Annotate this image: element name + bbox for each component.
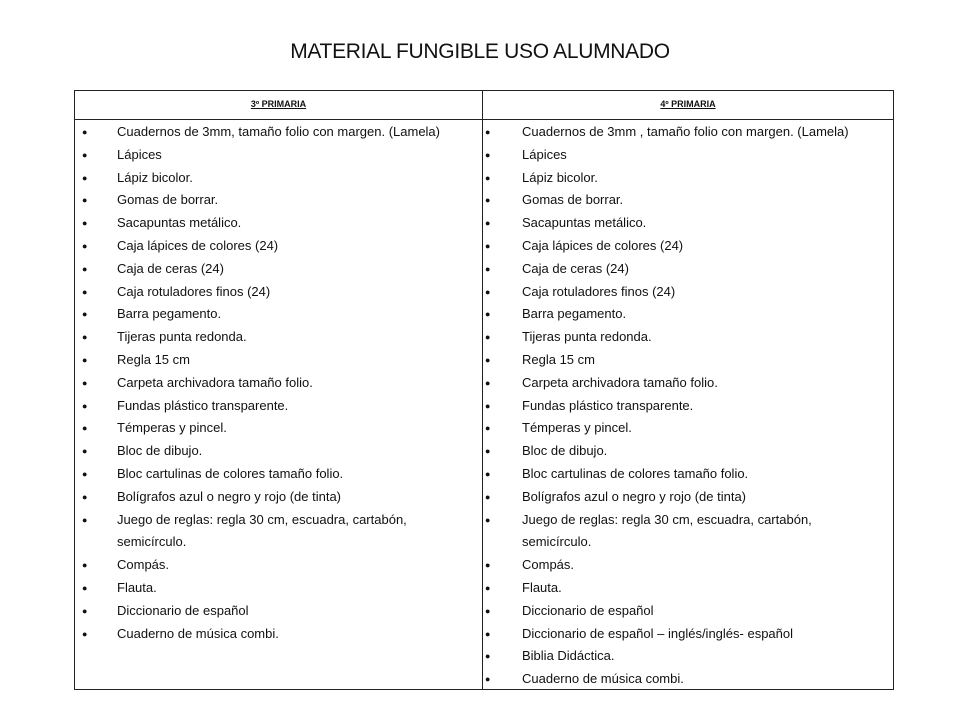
bullet-icon: ● [82, 309, 88, 320]
header-divider [75, 119, 893, 120]
list-item [483, 486, 894, 509]
bullet-icon: ● [82, 560, 88, 571]
bullet-icon: ● [82, 628, 88, 639]
bullet-icon: ● [82, 218, 88, 229]
list-item-text: Diccionario de español [117, 602, 249, 618]
list-item-text: Bloc cartulinas de colores tamaño folio. [117, 465, 344, 481]
bullet-icon: ● [485, 514, 491, 525]
bullet-icon: ● [485, 400, 491, 411]
list-item [75, 144, 482, 167]
bullet-icon: ● [82, 172, 88, 183]
list-item [483, 235, 894, 258]
list-item [483, 395, 894, 418]
list-item-text: Fundas plástico transparente. [522, 397, 694, 413]
list-item-text: Gomas de borrar. [117, 192, 219, 208]
list-item [483, 281, 894, 304]
bullet-icon: ● [485, 218, 491, 229]
bullet-icon: ● [82, 240, 88, 251]
list-item-text: Bolígrafos azul o negro y rojo (de tinta) [117, 488, 342, 504]
list-item-text: Regla 15 cm [117, 351, 190, 367]
list-item-text: Lápices [117, 146, 162, 162]
bullet-icon: ● [485, 354, 491, 365]
list-item [483, 303, 894, 326]
list-item-text: Bolígrafos azul o negro y rojo (de tinta) [522, 488, 747, 504]
list-item [483, 212, 894, 235]
list-item-text: Fundas plástico transparente. [117, 397, 289, 413]
list-item-text: Témperas y pincel. [117, 420, 227, 436]
page-title: MATERIAL FUNGIBLE USO ALUMNADO [290, 40, 670, 63]
list-item [483, 554, 894, 577]
list-item [75, 167, 482, 190]
list-item-text: Caja lápices de colores (24) [117, 237, 279, 253]
list-item [483, 440, 894, 463]
list-item-text: Bloc cartulinas de colores tamaño folio. [522, 465, 749, 481]
bullet-icon: ● [82, 127, 88, 137]
bullet-icon: ● [485, 263, 491, 274]
list-item [483, 577, 894, 600]
bullet-icon: ● [485, 446, 491, 457]
bullet-icon: ● [82, 286, 88, 297]
list-3-primaria [75, 121, 482, 645]
list-item-text: Caja rotuladores finos (24) [522, 283, 676, 299]
list-item [75, 395, 482, 418]
bullet-icon: ● [82, 514, 88, 525]
bullet-icon: ● [82, 195, 88, 206]
bullet-icon: ● [82, 149, 88, 160]
list-item [483, 372, 894, 395]
list-item [75, 486, 482, 509]
bullet-icon: ● [485, 423, 491, 434]
list-item-text: Lápiz bicolor. [522, 169, 598, 185]
list-item [483, 258, 894, 281]
list-item [483, 509, 894, 555]
list-item-text: Juego de reglas: regla 30 cm, escuadra, cartabón, semicírculo. [522, 511, 812, 550]
bullet-icon: ● [82, 332, 88, 343]
list-item [483, 189, 894, 212]
bullet-icon: ● [82, 605, 88, 616]
list-item-text: Lápiz bicolor. [117, 169, 193, 185]
list-item-text: Caja lápices de colores (24) [522, 237, 684, 253]
column-header-3-primaria: 3º PRIMARIA [250, 99, 307, 109]
list-item [483, 417, 894, 440]
column-header-4-primaria: 4º PRIMARIA [660, 99, 716, 109]
list-item [75, 440, 482, 463]
list-item [75, 121, 482, 144]
list-item [75, 303, 482, 326]
list-item-text: Caja de ceras (24) [522, 260, 629, 276]
list-item [483, 167, 894, 190]
list-item-text: Caja rotuladores finos (24) [117, 283, 271, 299]
list-item-text: Témperas y pincel. [522, 420, 632, 436]
list-item-text: Sacapuntas metálico. [522, 215, 647, 231]
bullet-icon: ● [485, 582, 491, 593]
list-item-text: Tijeras punta redonda. [117, 329, 247, 345]
bullet-icon: ● [485, 309, 491, 320]
list-item [75, 372, 482, 395]
list-item-text: Caja de ceras (24) [117, 260, 224, 276]
list-item [75, 281, 482, 304]
list-item [75, 326, 482, 349]
list-item-text: Cuaderno de música combi. [117, 625, 279, 641]
list-item-text: Cuaderno de música combi. [522, 671, 684, 687]
list-item-text: Compás. [117, 557, 170, 573]
list-item [75, 417, 482, 440]
list-item-text: Cuadernos de 3mm, tamaño folio con margen. (Lamela) [117, 124, 440, 139]
list-item [483, 623, 894, 646]
bullet-icon: ● [82, 354, 88, 365]
bullet-icon: ● [485, 332, 491, 343]
bullet-icon: ● [485, 172, 491, 183]
list-item-text: Barra pegamento. [117, 306, 222, 322]
list-item-text: Flauta. [117, 579, 157, 595]
list-item-text: Bloc de dibujo. [522, 443, 608, 459]
list-item [483, 326, 894, 349]
list-item-text: Cuadernos de 3mm , tamaño folio con margen. (Lamela) [522, 124, 849, 139]
list-item [75, 349, 482, 372]
bullet-icon: ● [485, 195, 491, 206]
bullet-icon: ● [485, 674, 491, 685]
list-item [75, 509, 482, 555]
list-item [483, 121, 894, 144]
list-item-text: Carpeta archivadora tamaño folio. [522, 374, 718, 390]
bullet-icon: ● [82, 446, 88, 457]
list-item [75, 623, 482, 646]
list-item [75, 600, 482, 623]
list-item-text: Barra pegamento. [522, 306, 627, 322]
list-item-text: Diccionario de español – inglés/inglés- español [522, 625, 794, 641]
list-item-text: Gomas de borrar. [522, 192, 624, 208]
bullet-icon: ● [82, 263, 88, 274]
bullet-icon: ● [82, 377, 88, 388]
bullet-icon: ● [485, 149, 491, 160]
list-item-text: Sacapuntas metálico. [117, 215, 242, 231]
bullet-icon: ● [82, 582, 88, 593]
bullet-icon: ● [485, 240, 491, 251]
list-item-text: Carpeta archivadora tamaño folio. [117, 374, 313, 390]
bullet-icon: ● [485, 377, 491, 388]
bullet-icon: ● [485, 628, 491, 639]
list-item [483, 668, 894, 691]
bullet-icon: ● [485, 651, 491, 662]
list-item [75, 212, 482, 235]
bullet-icon: ● [485, 468, 491, 479]
list-item [75, 235, 482, 258]
list-item-text: Lápices [522, 146, 567, 162]
list-item-text: Biblia Didáctica. [522, 648, 615, 664]
materials-table [74, 90, 894, 690]
bullet-icon: ● [82, 491, 88, 502]
list-item-text: Diccionario de español [522, 602, 654, 618]
bullet-icon: ● [485, 286, 491, 297]
list-item [483, 463, 894, 486]
bullet-icon: ● [82, 468, 88, 479]
bullet-icon: ● [485, 491, 491, 502]
list-item [483, 600, 894, 623]
bullet-icon: ● [485, 127, 491, 137]
list-item [75, 463, 482, 486]
bullet-icon: ● [485, 605, 491, 616]
bullet-icon: ● [82, 423, 88, 434]
list-item [483, 645, 894, 668]
list-item [75, 189, 482, 212]
list-item [75, 554, 482, 577]
list-item [483, 349, 894, 372]
list-item-text: Bloc de dibujo. [117, 443, 203, 459]
list-item-text: Juego de reglas: regla 30 cm, escuadra, cartabón, semicírculo. [117, 511, 407, 550]
list-item [75, 258, 482, 281]
list-item-text: Flauta. [522, 579, 562, 595]
list-item-text: Tijeras punta redonda. [522, 329, 652, 345]
list-item-text: Regla 15 cm [522, 351, 595, 367]
list-4-primaria [483, 121, 894, 691]
list-item-text: Compás. [522, 557, 575, 573]
list-item [75, 577, 482, 600]
list-item [483, 144, 894, 167]
bullet-icon: ● [485, 560, 491, 571]
bullet-icon: ● [82, 400, 88, 411]
